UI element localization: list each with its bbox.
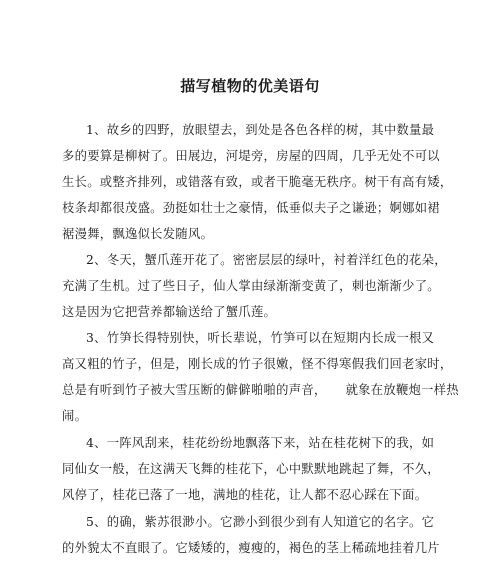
paragraph-2: [62, 247, 447, 325]
paragraph-5: [62, 509, 442, 561]
paragraph-line: 5、的确，紫苏很渺小。它渺小到很少到有人知道它的名字。它: [86, 515, 435, 529]
paragraph-line: 高又粗的竹子，但是，刚长成的竹子很嫩，怪不得寒假我们回老家时，: [62, 357, 453, 371]
paragraph-4: [62, 430, 442, 508]
document-title: 描写植物的优美语句: [180, 77, 320, 95]
paragraph-line: 枝条却都很茂盛。劲挺如壮士之豪情，低垂似夫子之谦逊；婀娜如裙: [62, 201, 440, 215]
paragraph-1: [62, 117, 453, 247]
paragraph-line: 裾漫舞，飘逸似长发随风。: [62, 227, 214, 241]
paragraph-line: 这是因为它把营养都输送给了蟹爪莲。: [62, 305, 277, 319]
paragraph-line: 闹。: [62, 409, 88, 423]
paragraph-line: 总是有听到竹子被大雪压断的僻僻啪啪的声音， 就象在放鞭炮一样热: [62, 383, 459, 397]
paragraph-line: 充满了生机。过了些日子，仙人掌由绿渐渐变黄了，刺也渐渐少了。: [62, 279, 440, 293]
paragraph-line: 生长。或整齐排列，或错落有致，或者干脆毫无秩序。树干有高有矮，: [62, 175, 453, 189]
paragraph-line: 4、一阵风刮来，桂花纷纷地飘落下来，站在桂花树下的我，如: [86, 436, 435, 450]
paragraph-line: 风停了，桂花已落了一地，满地的桂花，让人都不忍心踩在下面。: [62, 488, 428, 502]
paragraph-3: [62, 325, 459, 429]
paragraph-line: 的外貌太不直眼了。它矮矮的，瘦瘦的，褐色的茎上稀疏地挂着几片: [62, 541, 440, 555]
paragraph-line: 1、故乡的四野，放眼望去，到处是各色各样的树，其中数量最: [86, 123, 435, 137]
paragraph-line: 3、竹笋长得特别快，听长辈说，竹笋可以在短期内长成一根又: [86, 331, 435, 345]
paragraph-line: 2、冬天，蟹爪莲开花了。密密层层的绿叶，衬着洋红色的花朵，: [86, 253, 447, 267]
paragraph-line: 同仙女一般，在这满天飞舞的桂花下，心中默默地跳起了舞，不久，: [62, 462, 440, 476]
paragraph-line: 多的要算是柳树了。田展边，河堤旁，房屋的四周，几乎无处不可以: [62, 149, 440, 163]
